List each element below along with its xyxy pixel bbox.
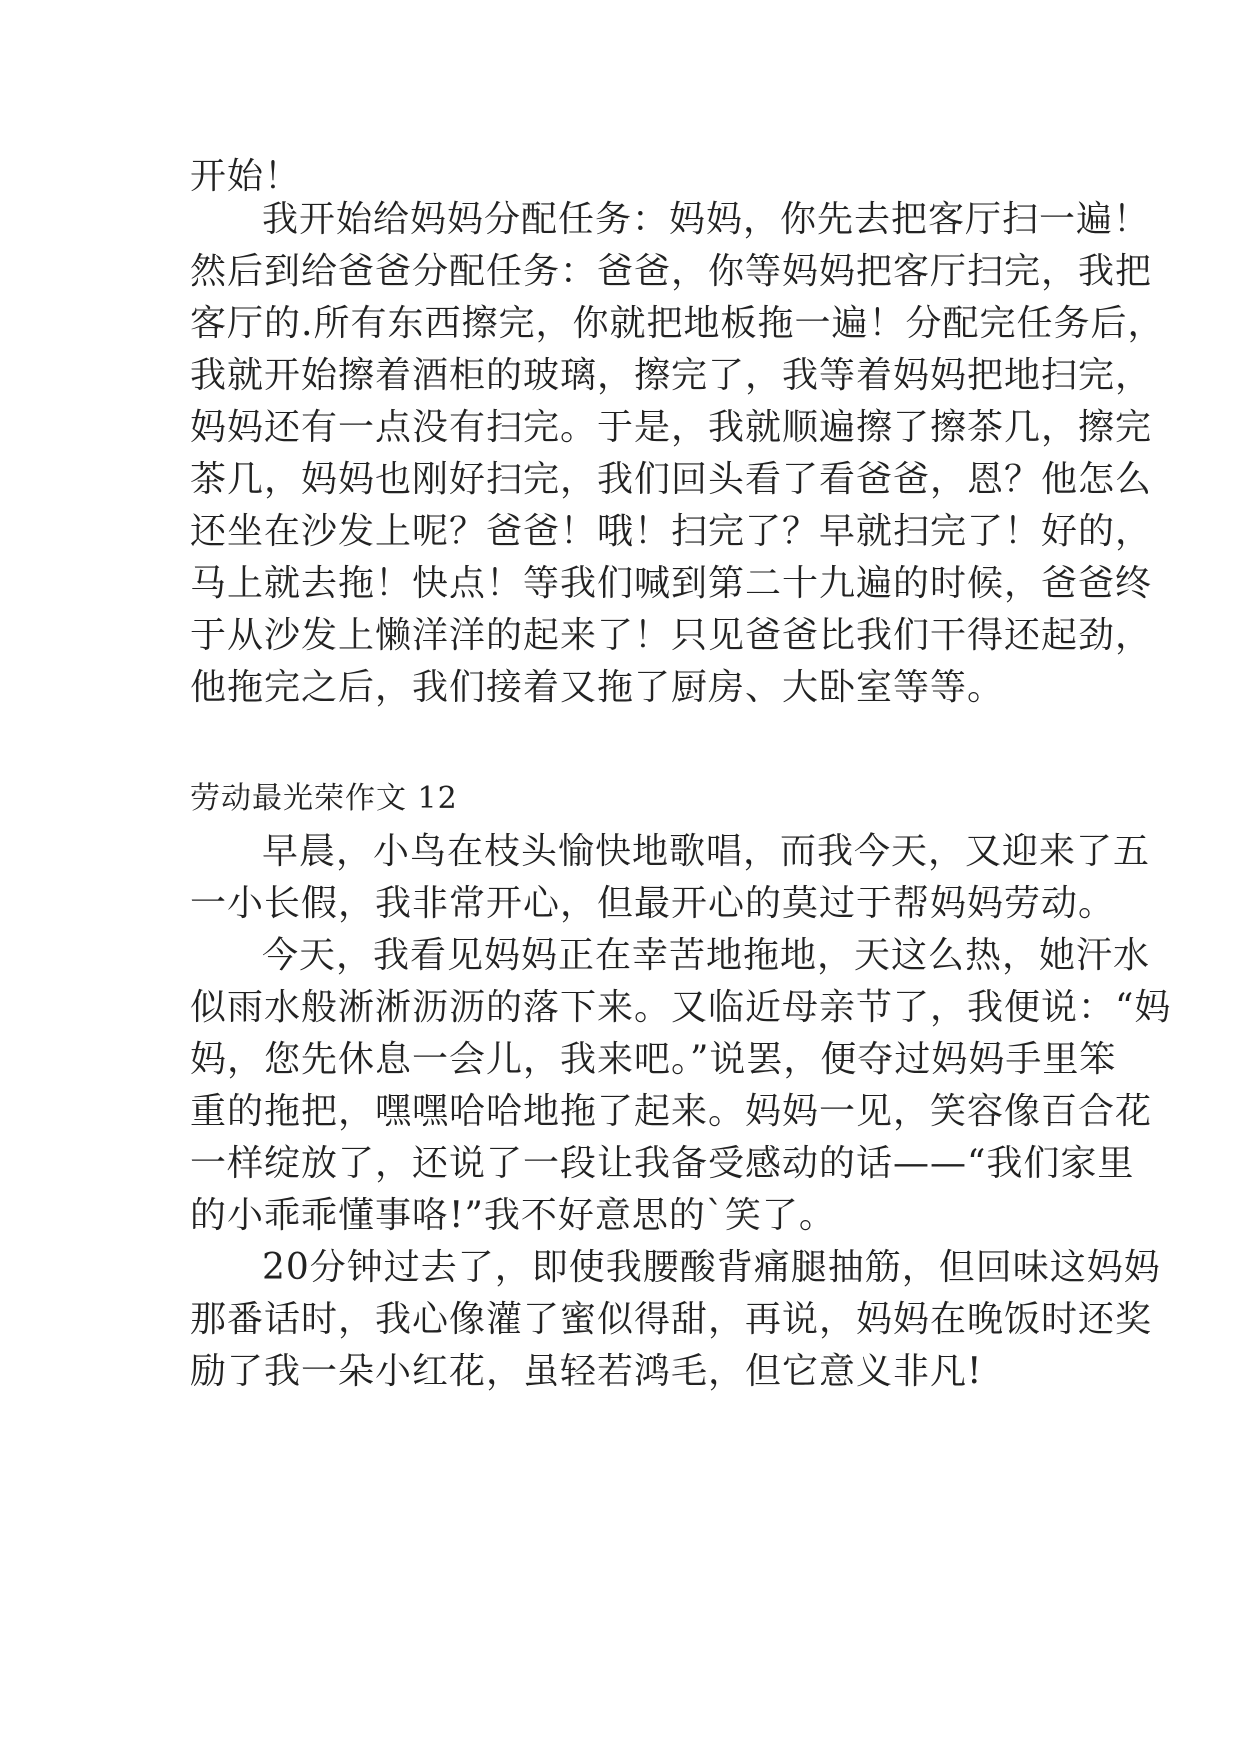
- paragraph-line: 马上就去拖！快点！等我们喊到第二十九遍的时候，爸爸终: [190, 563, 1153, 604]
- paragraph-line: 我就开始擦着酒柜的玻璃，擦完了，我等着妈妈把地扫完，: [190, 355, 1153, 396]
- paragraph-line: 一样绽放了，还说了一段让我备受感动的话——“我们家里: [190, 1143, 1135, 1184]
- paragraph-line: 重的拖把，嘿嘿哈哈地拖了起来。妈妈一见，笑容像百合花: [190, 1091, 1153, 1132]
- paragraph-line: 励了我一朵小红花，虽轻若鸿毛，但它意义非凡!: [190, 1351, 983, 1392]
- paragraph-line: 一小长假，我非常开心，但最开心的莫过于帮妈妈劳动。: [190, 883, 1116, 924]
- paragraph-line: 开始！: [190, 156, 302, 197]
- paragraph-line: 茶几，妈妈也刚好扫完，我们回头看了看爸爸，恩？他怎么: [190, 459, 1153, 500]
- paragraph-line: 似雨水般淅淅沥沥的落下来。又临近母亲节了，我便说：“妈: [190, 987, 1172, 1028]
- paragraph-line: 早晨，小鸟在枝头愉快地歌唱，而我今天，又迎来了五: [262, 831, 1151, 872]
- paragraph-line: 客厅的.所有东西擦完，你就把地板拖一遍！分配完任务后，: [190, 303, 1165, 344]
- paragraph-line: 今天，我看见妈妈正在幸苦地拖地，天这么热，她汗水: [262, 935, 1151, 976]
- paragraph-line: 妈，您先休息一会儿，我来吧。”说罢，便夺过妈妈手里笨: [190, 1039, 1117, 1080]
- paragraph-line: 我开始给妈妈分配任务：妈妈，你先去把客厅扫一遍！: [262, 199, 1151, 240]
- paragraph-line: 他拖完之后，我们接着又拖了厨房、大卧室等等。: [190, 667, 1005, 708]
- paragraph-line: 的小乖乖懂事咯!”我不好意思的`笑了。: [190, 1195, 836, 1236]
- section-heading: 劳动最光荣作文 12: [190, 781, 458, 816]
- paragraph-line: 于从沙发上懒洋洋的起来了！只见爸爸比我们干得还起劲，: [190, 615, 1153, 656]
- paragraph-line: 然后到给爸爸分配任务：爸爸，你等妈妈把客厅扫完，我把: [190, 251, 1153, 292]
- paragraph-line: 妈妈还有一点没有扫完。于是，我就顺遍擦了擦茶几，擦完: [190, 407, 1153, 448]
- paragraph-line: 那番话时，我心像灌了蜜似得甜，再说，妈妈在晚饭时还奖: [190, 1299, 1153, 1340]
- paragraph-line: 还坐在沙发上呢？爸爸！哦！扫完了？早就扫完了！好的，: [190, 511, 1153, 552]
- paragraph-line: 20分钟过去了，即使我腰酸背痛腿抽筋，但回味这妈妈: [262, 1247, 1161, 1288]
